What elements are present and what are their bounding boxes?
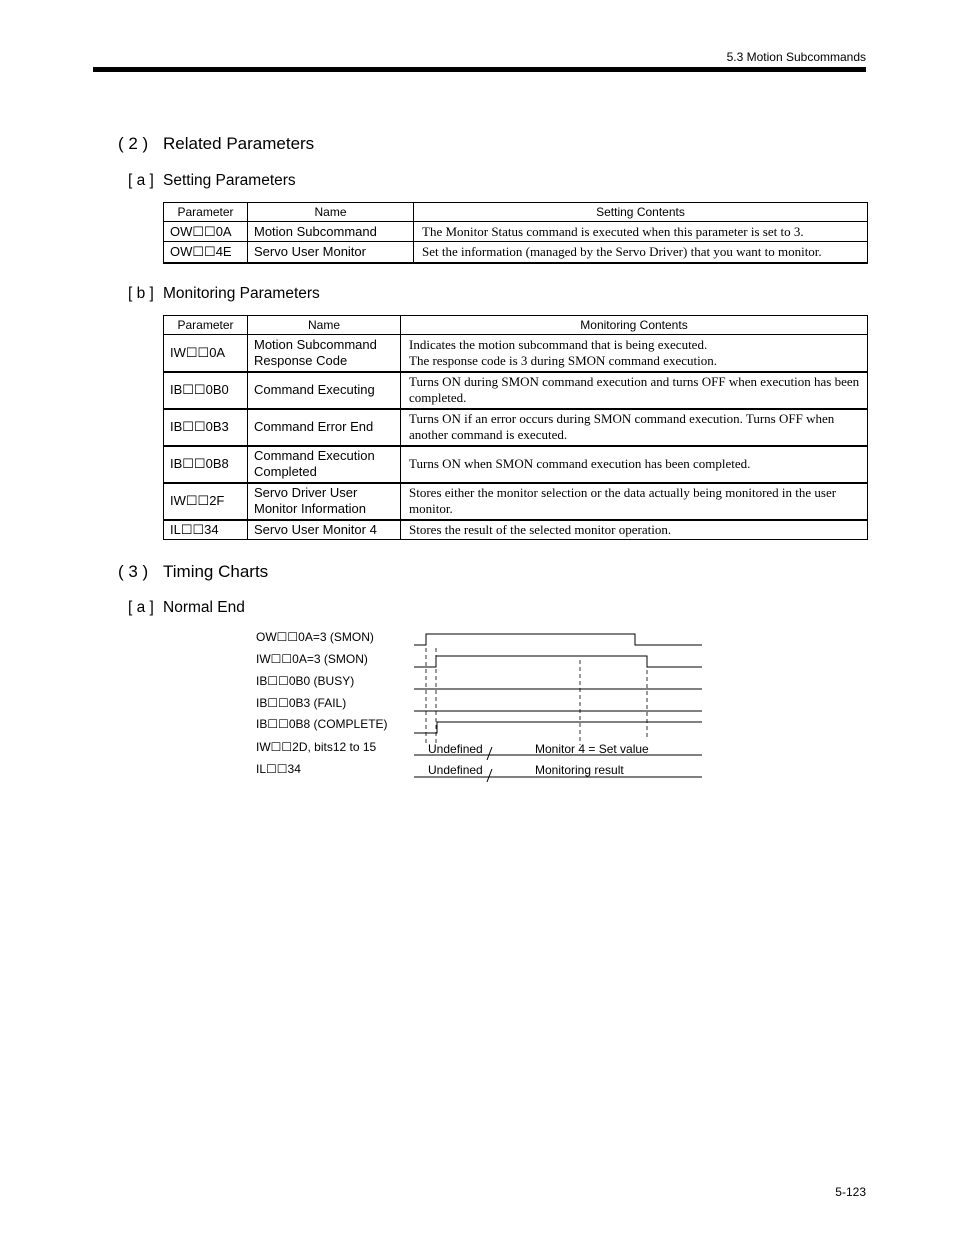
param-cell: IW☐☐2F: [164, 483, 248, 520]
running-header: 5.3 Motion Subcommands: [726, 50, 866, 64]
contents-cell: Turns ON if an error occurs during SMON command execution. Turns OFF when another command is executed.: [401, 409, 868, 446]
param-cell: IB☐☐0B0: [164, 372, 248, 409]
column-header: Name: [248, 316, 401, 335]
subsection-title: Normal End: [163, 599, 245, 616]
subsection-label: [ a ]: [128, 599, 154, 616]
signal-label: IB☐☐0B0 (BUSY): [256, 674, 355, 688]
signal-label: IW☐☐2D, bits12 to 15: [256, 740, 377, 754]
name-cell: Servo Driver User Monitor Information: [248, 483, 401, 520]
waveform-iw0a: [414, 656, 702, 667]
signal-label: IB☐☐0B8 (COMPLETE): [256, 717, 388, 731]
param-cell: IW☐☐0A: [164, 335, 248, 372]
param-cell: IB☐☐0B8: [164, 446, 248, 483]
section-number: ( 2 ): [118, 134, 149, 153]
signal-label: IB☐☐0B3 (FAIL): [256, 696, 347, 710]
signal-label: IW☐☐0A=3 (SMON): [256, 652, 368, 666]
bus-value-text: Monitoring result: [535, 763, 624, 777]
contents-cell: Set the information (managed by the Servo Driver) that you want to monitor.: [414, 242, 868, 263]
signal-label: OW☐☐0A=3 (SMON): [256, 630, 374, 644]
bus-transition-mark: [487, 769, 492, 782]
name-cell: Motion Subcommand: [248, 222, 414, 242]
name-cell: Command Error End: [248, 409, 401, 446]
name-cell: Servo User Monitor 4: [248, 520, 401, 540]
section-title: Related Parameters: [163, 134, 315, 153]
contents-cell: Turns ON during SMON command execution and turns OFF when execution has been completed.: [401, 372, 868, 409]
subsection-title: Setting Parameters: [163, 172, 296, 189]
name-cell: Motion Subcommand Response Code: [248, 335, 401, 372]
param-cell: IB☐☐0B3: [164, 409, 248, 446]
name-cell: Servo User Monitor: [248, 242, 414, 263]
column-header: Monitoring Contents: [401, 316, 868, 335]
waveform-ow0a: [414, 634, 702, 645]
waveform-complete: [414, 722, 702, 733]
section-number: ( 3 ): [118, 562, 149, 581]
contents-cell: Stores either the monitor selection or the data actually being monitored in the user monitor.: [401, 483, 868, 520]
page-number: 5-123: [835, 1185, 866, 1199]
subsection-label: [ a ]: [128, 172, 154, 189]
subsection-title: Monitoring Parameters: [163, 285, 320, 302]
name-cell: Command Executing: [248, 372, 401, 409]
bus-value-text: Undefined: [428, 763, 483, 777]
column-header: Parameter: [164, 316, 248, 335]
column-header: Setting Contents: [414, 203, 868, 222]
name-cell: Command Execution Completed: [248, 446, 401, 483]
param-cell: OW☐☐0A: [164, 222, 248, 242]
contents-cell: Turns ON when SMON command execution has been completed.: [401, 446, 868, 483]
contents-cell: Stores the result of the selected monitor operation.: [401, 520, 868, 540]
column-header: Name: [248, 203, 414, 222]
signal-label: IL☐☐34: [256, 762, 301, 776]
bus-value-text: Undefined: [428, 742, 483, 756]
bus-transition-mark: [487, 747, 492, 760]
param-cell: IL☐☐34: [164, 520, 248, 540]
bus-value-text: Monitor 4 = Set value: [535, 742, 649, 756]
section-title: Timing Charts: [163, 562, 269, 581]
contents-cell: The Monitor Status command is executed when this parameter is set to 3.: [414, 222, 868, 242]
param-cell: OW☐☐4E: [164, 242, 248, 263]
subsection-label: [ b ]: [128, 285, 154, 302]
contents-cell: Indicates the motion subcommand that is being executed. The response code is 3 during SMON command execution.: [401, 335, 868, 372]
column-header: Parameter: [164, 203, 248, 222]
